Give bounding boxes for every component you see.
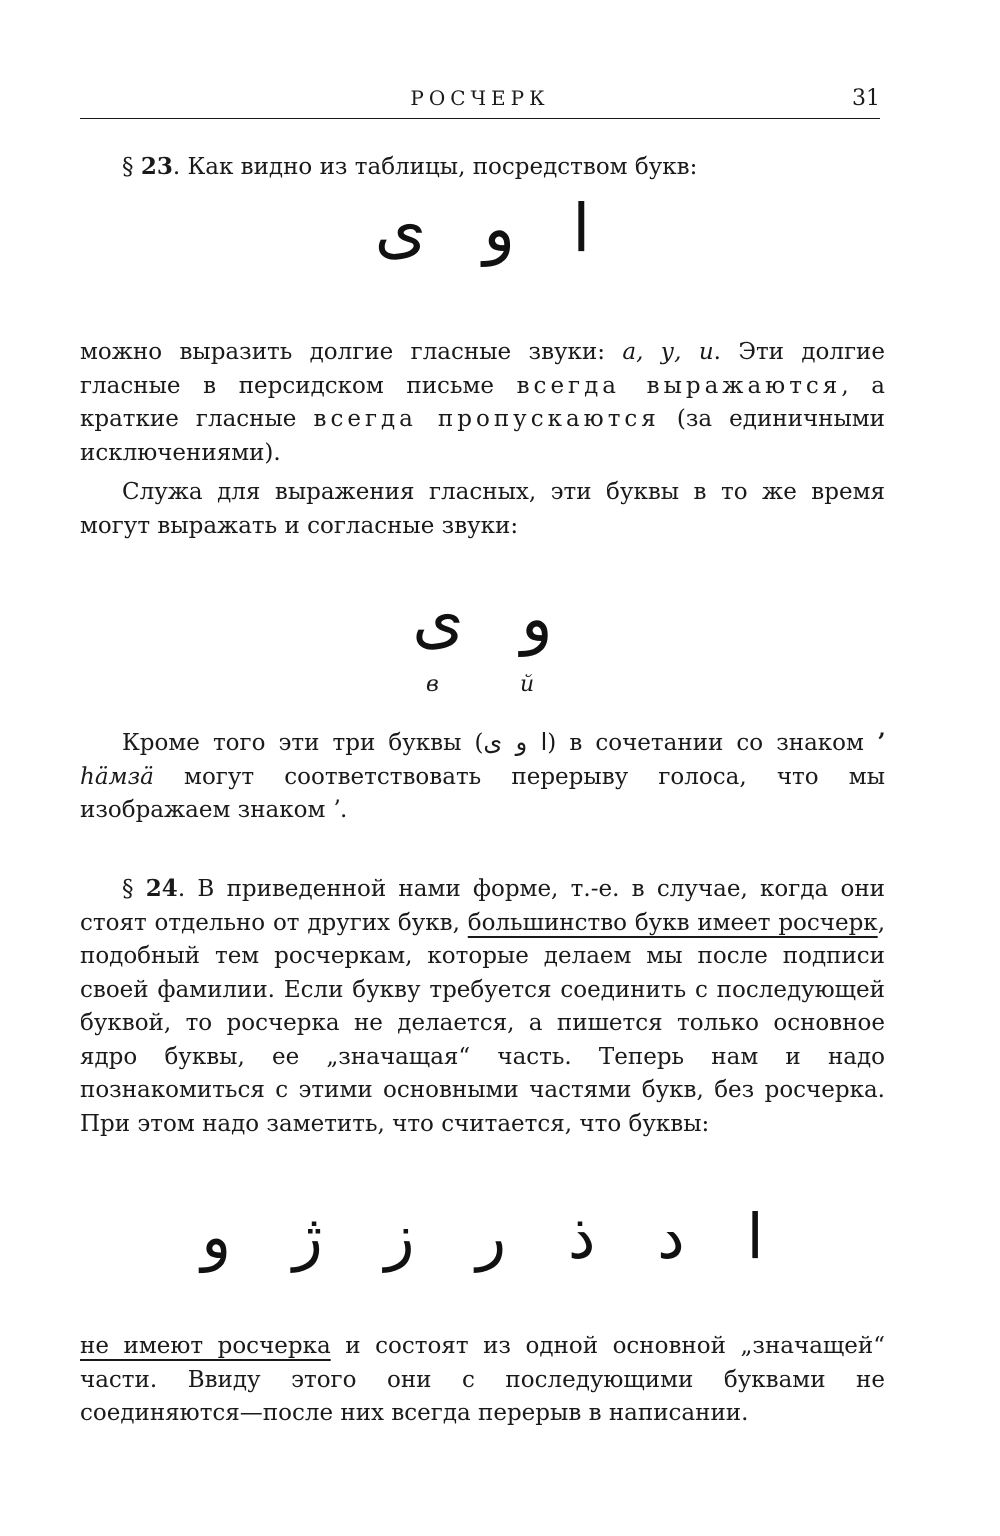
text-fragment: могут соответствовать перерыву голоса, что мы изображаем знаком <box>80 763 885 823</box>
spaced-emphasis: всегда пропускаются <box>313 406 660 432</box>
paragraph-hamza <box>80 726 885 828</box>
text-fragment: , подобный тем росчеркам, которые делаем мы после подписи своей фамилии. Если букву требуется соединить с последующей буквой, то росчерка не делается, а пишется только основное ядро буквы, ее „значащая“ часть. Теперь нам и надо познакомиться с этими основными частями букв, без росчерка. При этом надо заметить, что считается, что буквы: <box>80 909 885 1137</box>
page-header <box>80 86 880 116</box>
text-fragment: . <box>340 797 348 823</box>
intro-text: . Как видно из таблицы, посредством букв: <box>172 154 698 180</box>
text-fragment: , а краткие гласные <box>80 372 885 432</box>
paragraph-long-vowels <box>80 336 885 470</box>
underlined-phrase: не имеют росчерка <box>80 1333 331 1359</box>
header-rule <box>80 118 880 119</box>
spaced-emphasis: всегда выражаются <box>516 372 842 399</box>
hamza-mark: ʼ <box>876 729 885 756</box>
section-sign: § <box>122 876 134 902</box>
arabic-letters-vav-ye: و ى <box>412 580 553 657</box>
section-number: 23 <box>140 153 173 180</box>
section-sign: § <box>122 154 134 180</box>
hamza-name: hӓмзӓ <box>80 763 154 790</box>
text-fragment: Кроме того эти три буквы ( <box>122 730 484 756</box>
section-number: 24 <box>145 875 178 902</box>
section-23-intro <box>80 150 885 185</box>
translit-v: в <box>426 672 439 697</box>
arabic-non-connecting-letters: ا د ذ ر ز ژ و <box>201 1200 764 1273</box>
text-fragment: ) в сочетании со знаком <box>547 730 877 756</box>
text-fragment: можно выразить долгие гласные звуки: <box>80 339 623 365</box>
running-title: РОСЧЕРК <box>410 86 550 110</box>
paragraph-no-flourish <box>80 1330 885 1431</box>
inline-arabic-letters: ا و ى <box>483 728 548 756</box>
section-24-paragraph <box>80 872 885 1141</box>
vowels-italic: а, у, и <box>622 339 714 365</box>
apostrophe-mark: ʼ <box>332 797 341 823</box>
text-fragment: и состоят из одной основной „значащей“ части. Ввиду этого они с последующими буквами не соединяются—после них всегда перерыв в написании. <box>80 1333 885 1426</box>
page-number: 31 <box>852 86 880 111</box>
paragraph-consonants: Служа для выражения гласных, эти буквы в то же время могут выражать и согласные звуки: <box>80 479 885 539</box>
translit-y: й <box>520 672 535 697</box>
text-fragment: . Эти долгие гласные в персидском письме <box>80 339 885 399</box>
text-fragment: . В приведенной нами форме, т.-е. в случае, когда они стоят отдельно от других букв, <box>80 876 885 936</box>
text-fragment: (за единичными исключениями). <box>80 406 885 466</box>
underlined-phrase: большинство букв имеет росчерк <box>467 909 878 936</box>
arabic-letters-alif-vav-ye: ا و ى <box>374 190 591 267</box>
